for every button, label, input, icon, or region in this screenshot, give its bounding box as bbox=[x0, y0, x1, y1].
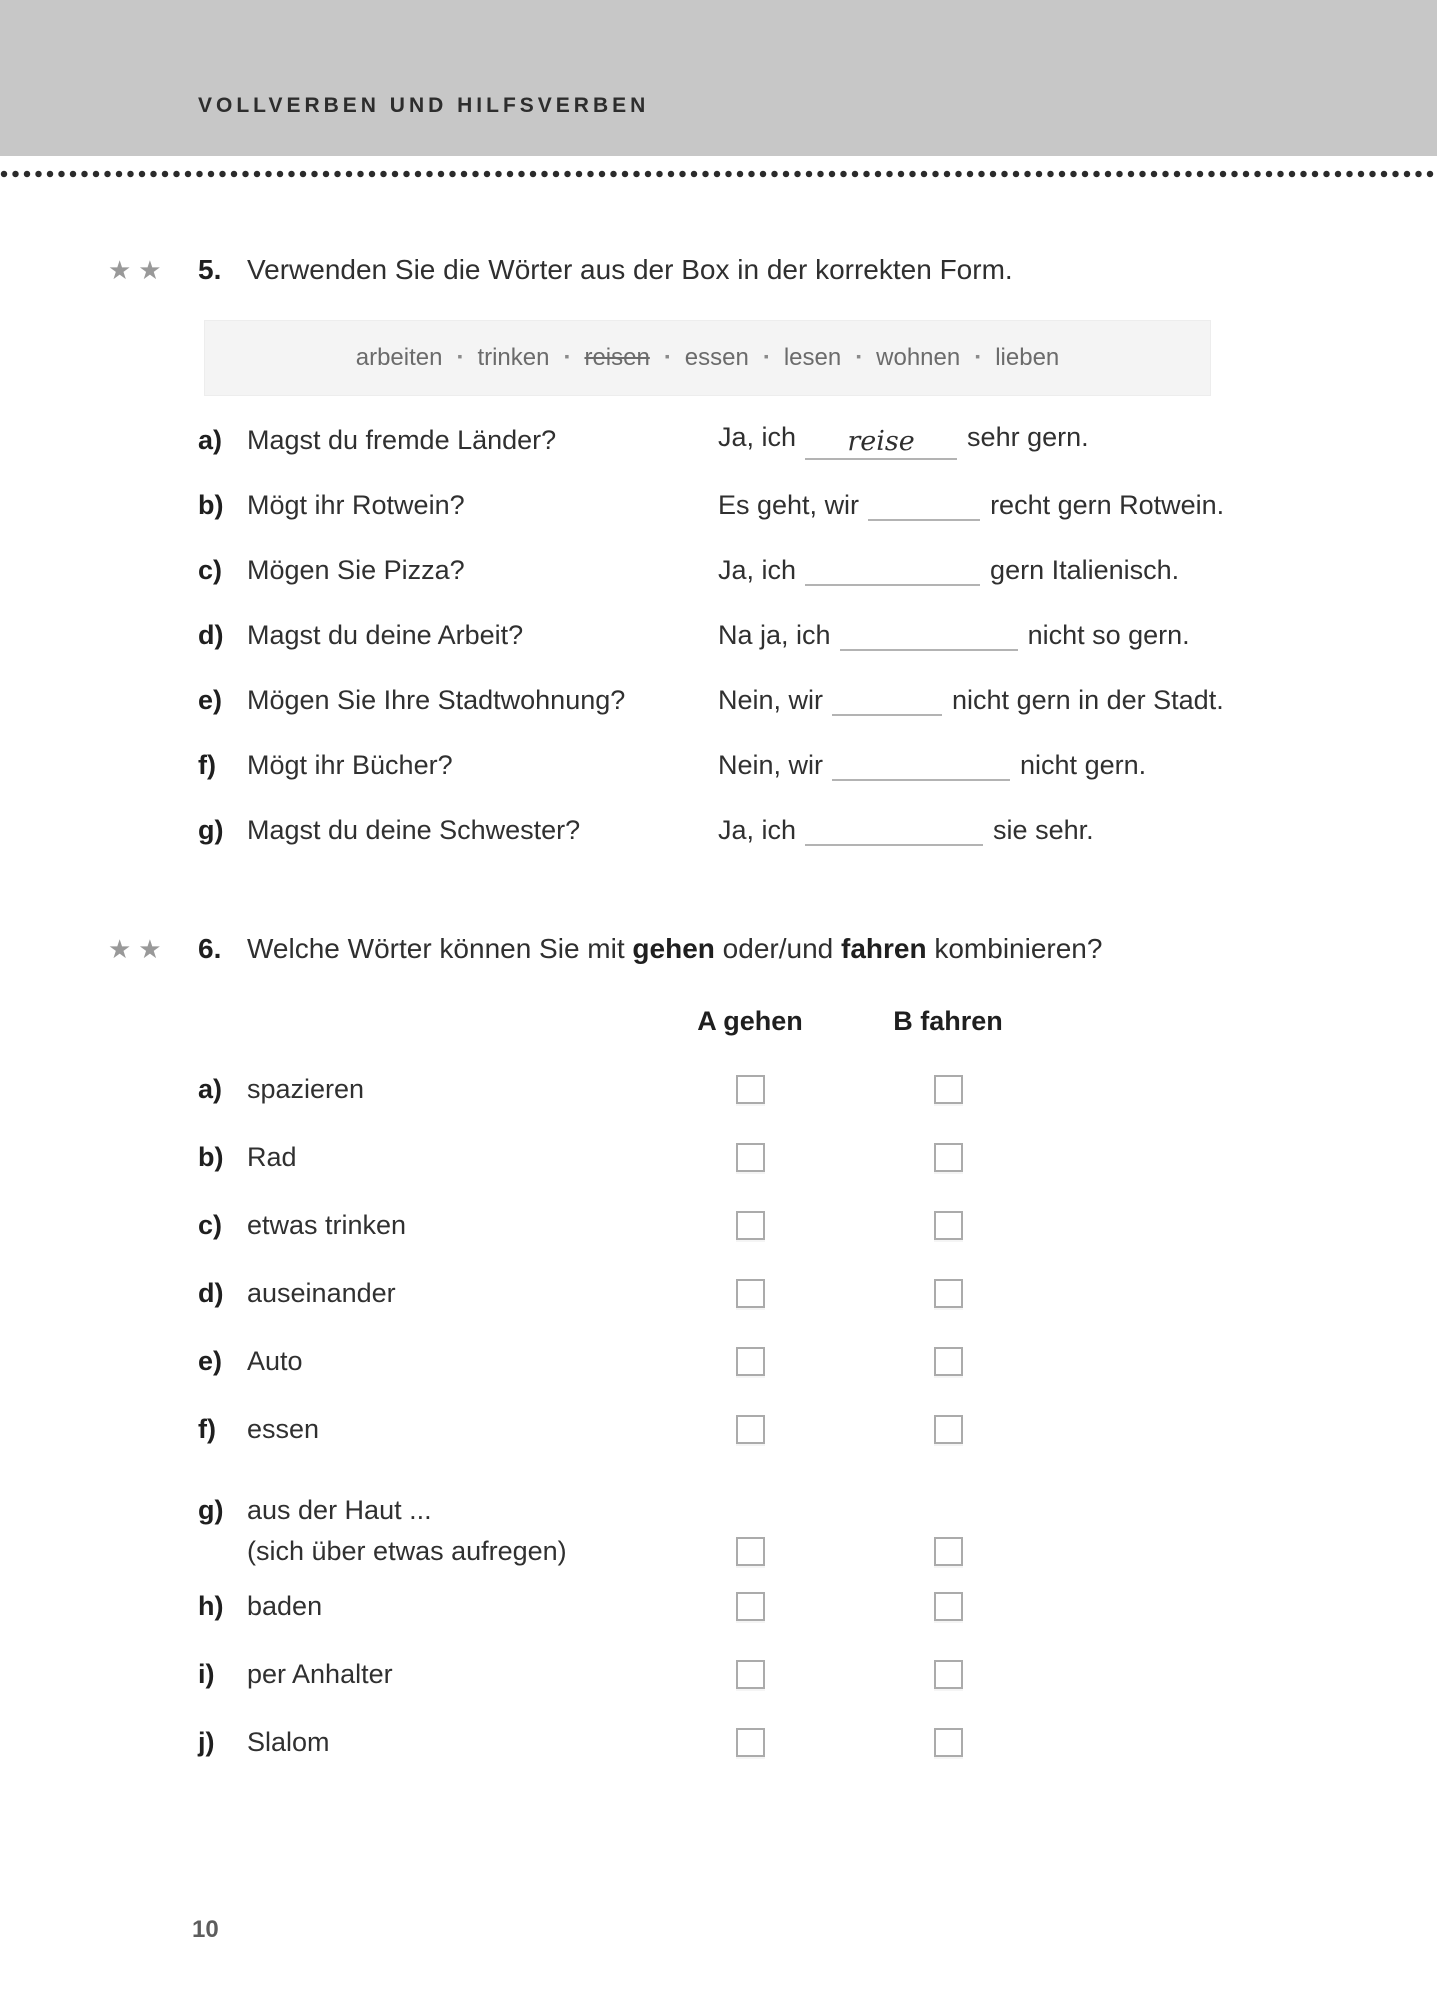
exercise5-number: 5. bbox=[198, 254, 222, 285]
column-header-gehen: A gehen bbox=[697, 1005, 803, 1036]
handwritten-answer: reise bbox=[847, 425, 915, 457]
answer-pre: Ja, ich bbox=[718, 815, 797, 845]
checkbox-fahren[interactable] bbox=[934, 1660, 963, 1689]
exercise6-item-b bbox=[198, 1123, 1437, 1191]
question-text: Mögen Sie Pizza? bbox=[247, 555, 465, 585]
item-letter: d) bbox=[198, 620, 224, 650]
bullet-separator: ▪ bbox=[564, 348, 570, 364]
bullet-separator: ▪ bbox=[975, 348, 981, 364]
question-text: Mögt ihr Rotwein? bbox=[247, 490, 465, 520]
item-letter: i) bbox=[198, 1658, 215, 1689]
exercise6-item-list bbox=[0, 1055, 1437, 1776]
checkbox-gehen[interactable] bbox=[736, 1415, 765, 1444]
exercise6-number: 6. bbox=[198, 933, 222, 964]
checkbox-fahren[interactable] bbox=[934, 1415, 963, 1444]
exercise5-item-f bbox=[198, 733, 1437, 798]
exercise5-item-a bbox=[198, 408, 1437, 473]
item-text: Auto bbox=[247, 1345, 303, 1376]
item-letter: f) bbox=[198, 1413, 216, 1444]
item-letter: f) bbox=[198, 750, 216, 780]
checkbox-gehen[interactable] bbox=[736, 1592, 765, 1621]
answer-blank[interactable] bbox=[868, 519, 980, 521]
answer-post: nicht gern in der Stadt. bbox=[952, 685, 1224, 715]
title-part-fahren: fahren bbox=[841, 933, 927, 964]
answer-pre: Nein, wir bbox=[718, 685, 824, 715]
checkbox-gehen[interactable] bbox=[736, 1660, 765, 1689]
answer-line bbox=[718, 490, 1437, 521]
exercise6-title bbox=[247, 933, 1437, 965]
answer-pre: Na ja, ich bbox=[718, 620, 831, 650]
exercise5-item-b bbox=[198, 473, 1437, 538]
bullet-separator: ▪ bbox=[763, 348, 769, 364]
exercise6-item-h bbox=[198, 1572, 1437, 1640]
checkbox-gehen[interactable] bbox=[736, 1211, 765, 1240]
answer-line bbox=[718, 815, 1437, 846]
title-part: kombinieren? bbox=[926, 933, 1103, 964]
word-lieben: lieben bbox=[995, 344, 1060, 371]
item-text: etwas trinken bbox=[247, 1209, 407, 1240]
answer-line bbox=[718, 685, 1437, 716]
checkbox-gehen[interactable] bbox=[736, 1728, 765, 1757]
answer-pre: Es geht, wir bbox=[718, 490, 860, 520]
exercise5-item-g bbox=[198, 798, 1437, 863]
exercise6-item-c bbox=[198, 1191, 1437, 1259]
item-letter: a) bbox=[198, 425, 223, 455]
answer-blank[interactable] bbox=[832, 779, 1010, 781]
exercise5-item-e bbox=[198, 668, 1437, 733]
answer-line bbox=[718, 555, 1437, 586]
item-text-line2: (sich über etwas aufregen) bbox=[247, 1536, 567, 1566]
answer-pre: Nein, wir bbox=[718, 750, 824, 780]
checkbox-fahren[interactable] bbox=[934, 1537, 963, 1566]
exercise5-item-list bbox=[0, 408, 1437, 863]
item-letter: h) bbox=[198, 1590, 224, 1621]
item-text: essen bbox=[247, 1413, 320, 1444]
item-letter: c) bbox=[198, 1209, 223, 1240]
chapter-title: VOLLVERBEN UND HILFSVERBEN bbox=[198, 94, 650, 117]
answer-blank[interactable] bbox=[805, 584, 980, 586]
checkbox-fahren[interactable] bbox=[934, 1592, 963, 1621]
item-text: auseinander bbox=[247, 1277, 396, 1308]
exercise5-header bbox=[0, 254, 1437, 298]
checkbox-fahren[interactable] bbox=[934, 1075, 963, 1104]
question-text: Mögt ihr Bücher? bbox=[247, 750, 453, 780]
answer-blank[interactable] bbox=[840, 649, 1018, 651]
checkbox-gehen[interactable] bbox=[736, 1537, 765, 1566]
item-text: Slalom bbox=[247, 1726, 330, 1757]
item-letter: g) bbox=[198, 815, 224, 845]
answer-blank[interactable] bbox=[832, 714, 942, 716]
answer-post: nicht gern. bbox=[1020, 750, 1147, 780]
checkbox-gehen[interactable] bbox=[736, 1279, 765, 1308]
item-text: spazieren bbox=[247, 1073, 365, 1104]
checkbox-fahren[interactable] bbox=[934, 1279, 963, 1308]
title-part-gehen: gehen bbox=[632, 933, 715, 964]
bullet-separator: ▪ bbox=[856, 348, 862, 364]
exercise6-item-j bbox=[198, 1708, 1437, 1776]
question-text: Mögen Sie Ihre Stadtwohnung? bbox=[247, 685, 626, 715]
exercise5-title: Verwenden Sie die Wörter aus der Box in der korrekten Form. bbox=[247, 254, 1013, 285]
exercise6-item-f bbox=[198, 1395, 1437, 1463]
answer-post: sie sehr. bbox=[993, 815, 1094, 845]
word-lesen: lesen bbox=[783, 344, 842, 371]
answer-post: nicht so gern. bbox=[1027, 620, 1190, 650]
title-part: oder/und bbox=[714, 933, 841, 964]
word-arbeiten: arbeiten bbox=[355, 344, 443, 371]
checkbox-fahren[interactable] bbox=[934, 1347, 963, 1376]
item-text bbox=[247, 1490, 651, 1572]
checkbox-fahren[interactable] bbox=[934, 1728, 963, 1757]
item-letter: a) bbox=[198, 1073, 223, 1104]
exercise6-item-d bbox=[198, 1259, 1437, 1327]
exercise6-item-i bbox=[198, 1640, 1437, 1708]
exercise5-item-c bbox=[198, 538, 1437, 603]
item-letter: b) bbox=[198, 490, 224, 520]
item-letter: b) bbox=[198, 1141, 224, 1172]
item-text-line1: aus der Haut ... bbox=[247, 1495, 432, 1525]
answer-blank[interactable] bbox=[805, 425, 957, 460]
column-header-row bbox=[198, 999, 1437, 1043]
difficulty-stars: ★★ bbox=[108, 255, 169, 285]
answer-pre: Ja, ich bbox=[718, 421, 797, 452]
answer-post: sehr gern. bbox=[967, 421, 1089, 452]
answer-post: recht gern Rotwein. bbox=[990, 490, 1225, 520]
item-letter: c) bbox=[198, 555, 223, 585]
bullet-separator: ▪ bbox=[457, 348, 463, 364]
title-part: Welche Wörter können Sie mit bbox=[247, 933, 633, 964]
item-letter: d) bbox=[198, 1277, 224, 1308]
column-header-fahren: B fahren bbox=[893, 1005, 1003, 1036]
item-letter: e) bbox=[198, 685, 223, 715]
checkbox-gehen[interactable] bbox=[736, 1347, 765, 1376]
item-text: Rad bbox=[247, 1141, 297, 1172]
answer-blank[interactable] bbox=[805, 844, 983, 846]
word-reisen-struck: reisen bbox=[584, 344, 650, 371]
exercise6-header bbox=[0, 933, 1437, 977]
answer-post: gern Italienisch. bbox=[990, 555, 1180, 585]
exercise6-item-e bbox=[198, 1327, 1437, 1395]
checkbox-fahren[interactable] bbox=[934, 1143, 963, 1172]
word-trinken: trinken bbox=[477, 344, 550, 371]
item-letter: j) bbox=[198, 1726, 215, 1757]
checkbox-fahren[interactable] bbox=[934, 1211, 963, 1240]
chapter-header-band bbox=[0, 0, 1437, 156]
page-number: 10 bbox=[192, 1916, 219, 1943]
item-text: baden bbox=[247, 1590, 323, 1621]
answer-line bbox=[718, 620, 1437, 651]
answer-pre: Ja, ich bbox=[718, 555, 797, 585]
difficulty-stars: ★★ bbox=[108, 934, 169, 964]
word-essen: essen bbox=[684, 344, 749, 371]
exercise6-item-g bbox=[198, 1463, 1437, 1572]
dotted-divider bbox=[0, 170, 1437, 178]
word-wohnen: wohnen bbox=[876, 344, 961, 371]
question-text: Magst du fremde Länder? bbox=[247, 425, 557, 455]
checkbox-gehen[interactable] bbox=[736, 1075, 765, 1104]
answer-line bbox=[718, 422, 1437, 460]
exercise6-item-a bbox=[198, 1055, 1437, 1123]
answer-line bbox=[718, 750, 1437, 781]
question-text: Magst du deine Arbeit? bbox=[247, 620, 524, 650]
exercise5-item-d bbox=[198, 603, 1437, 668]
checkbox-gehen[interactable] bbox=[736, 1143, 765, 1172]
bullet-separator: ▪ bbox=[664, 348, 670, 364]
item-letter: g) bbox=[198, 1495, 224, 1525]
question-text: Magst du deine Schwester? bbox=[247, 815, 581, 845]
word-box bbox=[204, 320, 1211, 396]
item-text: per Anhalter bbox=[247, 1658, 393, 1689]
item-letter: e) bbox=[198, 1345, 223, 1376]
